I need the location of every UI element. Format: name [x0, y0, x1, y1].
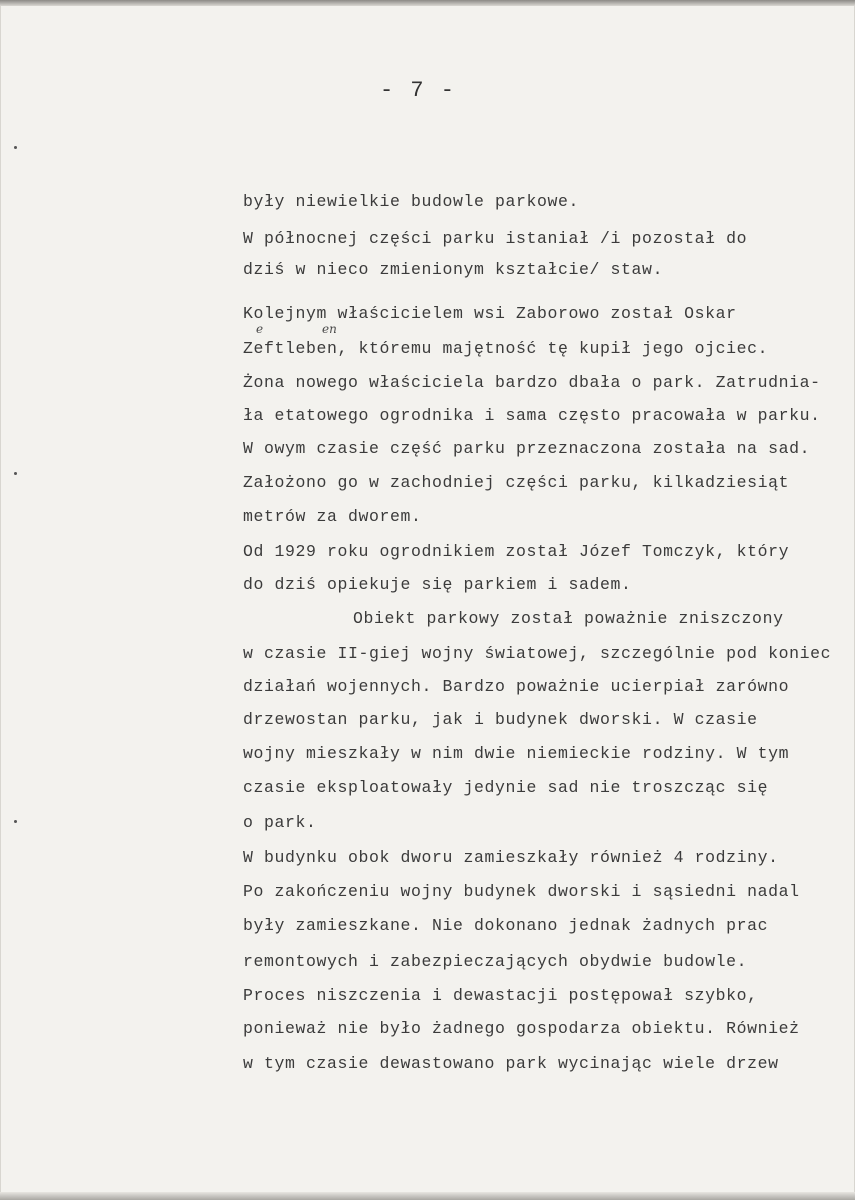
text-line: były niewielkie budowle parkowe.: [243, 192, 580, 211]
text-line: W północnej części parku istaniał /i pozostał do: [243, 229, 748, 248]
text-line: ponieważ nie było żadnego gospodarza obiektu. Również: [243, 1019, 800, 1038]
text-line: Od 1929 roku ogrodnikiem został Józef Tomczyk, który: [243, 542, 790, 561]
text-line: Założono go w zachodniej części parku, kilkadziesiąt: [243, 473, 790, 492]
text-line: ła etatowego ogrodnika i sama często pracowała w parku.: [243, 406, 821, 425]
text-line: działań wojennych. Bardzo poważnie ucierpiał zarówno: [243, 677, 790, 696]
text-line: Żona nowego właściciela bardzo dbała o park. Zatrudnia-: [243, 373, 821, 392]
handwritten-correction: en: [322, 322, 337, 336]
margin-dot: [14, 820, 17, 823]
handwritten-correction: e: [256, 322, 264, 336]
text-line: W budynku obok dworu zamieszkały również 4 rodziny.: [243, 848, 779, 867]
text-line: remontowych i zabezpieczających obydwie budowle.: [243, 952, 748, 971]
text-line: czasie eksploatowały jedynie sad nie troszcząc się: [243, 778, 769, 797]
text-line: były zamieszkane. Nie dokonano jednak żadnych prac: [243, 916, 769, 935]
text-line: Obiekt parkowy został poważnie zniszczony: [353, 609, 784, 628]
text-line: Zeftleben, któremu majętność tę kupił jego ojciec.: [243, 339, 769, 358]
text-line: W owym czasie część parku przeznaczona została na sad.: [243, 439, 811, 458]
text-line: Po zakończeniu wojny budynek dworski i sąsiedni nadal: [243, 882, 800, 901]
scan-bottom-edge: [0, 1192, 855, 1200]
text-line: w tym czasie dewastowano park wycinając wiele drzew: [243, 1054, 779, 1073]
text-line: o park.: [243, 813, 317, 832]
margin-dot: [14, 472, 17, 475]
text-line: Kolejnym właścicielem wsi Zaborowo został Oskar: [243, 304, 737, 323]
text-line: dziś w nieco zmienionym kształcie/ staw.: [243, 260, 664, 279]
text-line: drzewostan parku, jak i budynek dworski. W czasie: [243, 710, 758, 729]
text-line: Proces niszczenia i dewastacji postępował szybko,: [243, 986, 758, 1005]
text-line: metrów za dworem.: [243, 507, 422, 526]
page-number: - 7 -: [380, 78, 457, 103]
scan-top-edge: [0, 0, 855, 6]
margin-dot: [14, 146, 17, 149]
text-line: wojny mieszkały w nim dwie niemieckie rodziny. W tym: [243, 744, 790, 763]
text-line: do dziś opiekuje się parkiem i sadem.: [243, 575, 632, 594]
text-line: w czasie II-giej wojny światowej, szczególnie pod koniec: [243, 644, 832, 663]
